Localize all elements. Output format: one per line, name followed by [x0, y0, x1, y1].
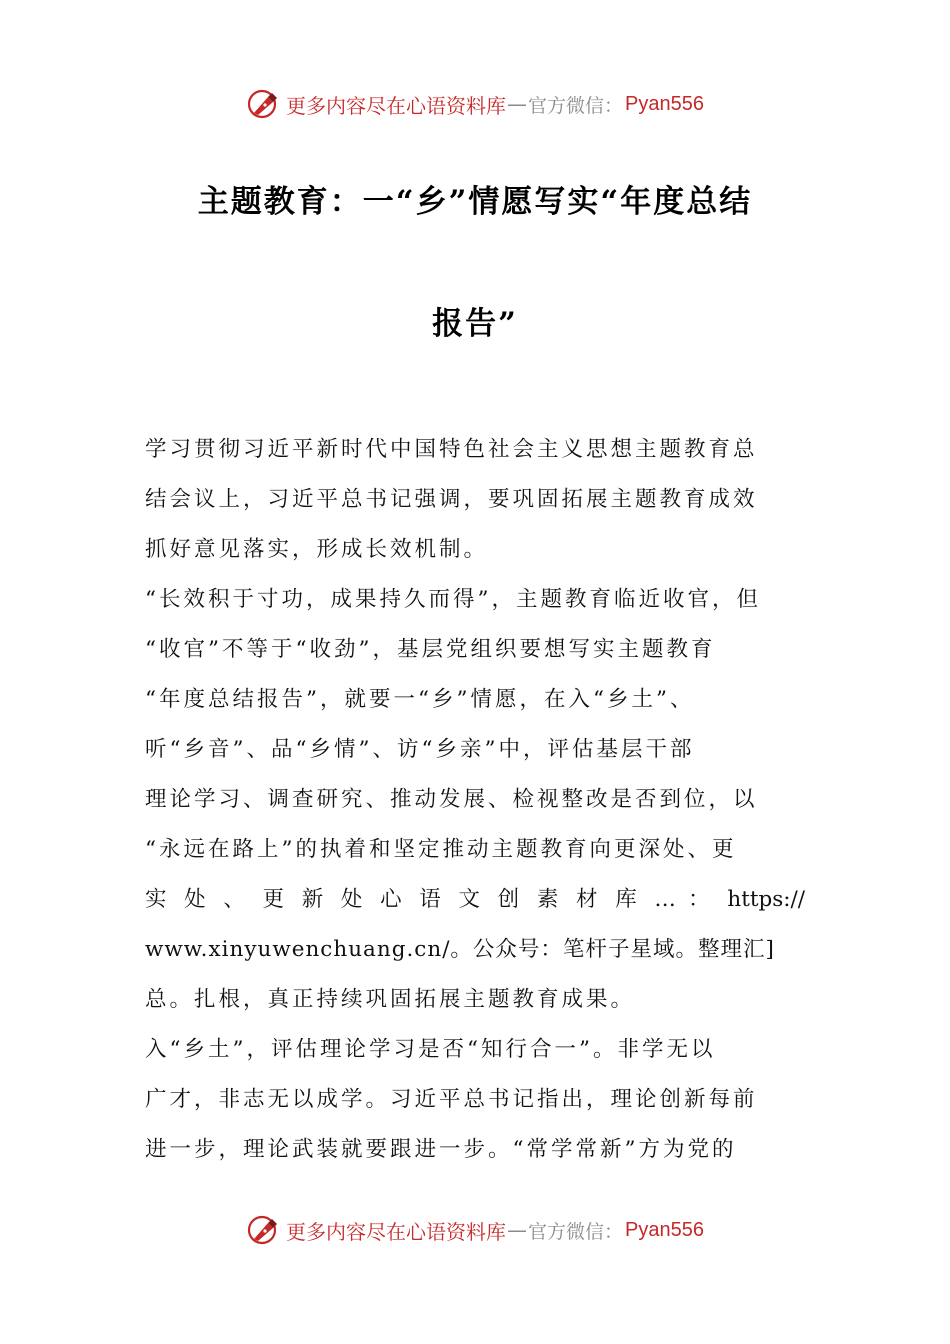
document-body — [145, 430, 805, 1180]
banner-dash: — — [507, 1218, 527, 1242]
body-line: 学习贯彻习近平新时代中国特色社会主义思想主题教育总 — [145, 437, 758, 462]
pen-nib-logo-icon — [246, 1212, 282, 1248]
body-line: 抓好意见落实，形成长效机制。 — [145, 537, 489, 562]
header-banner — [0, 84, 950, 124]
body-line: 理论学习、调查研究、推动发展、检视整改是否到位，以 — [145, 787, 758, 812]
body-line: “永远在路上”的执着和坚定推动主题教育向更深处、更 — [145, 837, 737, 862]
body-line: 广才，非志无以成学。习近平总书记指出，理论创新每前 — [145, 1087, 758, 1112]
footer-banner — [0, 1210, 950, 1250]
body-line: 结会议上，习近平总书记强调，要巩固拓展主题教育成效 — [145, 487, 758, 512]
wechat-id: Pyan556 — [625, 92, 704, 115]
body-line: 入“乡土”，评估理论学习是否“知行合一”。非学无以 — [145, 1037, 716, 1062]
body-line: 总。扎根，真正持续巩固拓展主题教育成果。 — [145, 987, 636, 1012]
document-title-line-1: 主题教育：一“乡”情愿写实“年度总结 — [197, 184, 753, 220]
wechat-label: 官方微信： — [528, 94, 624, 117]
body-line-url: www.xinyuwenchuang.cn/。公众号：笔杆子星域。整理汇] — [145, 937, 775, 962]
brand-text: 更多内容尽在心语资料库 — [286, 1219, 506, 1244]
body-line: 进一步，理论武装就要跟进一步。“常学常新”方为党的 — [145, 1137, 737, 1162]
wechat-label: 官方微信： — [528, 1220, 624, 1243]
wechat-id: Pyan556 — [625, 1218, 704, 1241]
banner-dash: — — [507, 92, 527, 116]
body-line: “长效积于寸功，成果持久而得”，主题教育临近收官，但 — [145, 587, 761, 612]
pen-nib-logo-icon — [246, 86, 282, 122]
body-line-with-url: 实 处 、 更 新 处 心 语 文 创 素 材 库 … ： https:// — [145, 887, 805, 912]
body-line: 听“乡音”、品“乡情”、访“乡亲”中，评估基层干部 — [145, 737, 695, 762]
brand-text: 更多内容尽在心语资料库 — [286, 93, 506, 118]
body-line: “收官”不等于“收劲”，基层党组织要想写实主题教育 — [145, 637, 716, 662]
document-title-line-2: 报告” — [432, 306, 518, 342]
body-line: “年度总结报告”，就要一“乡”情愿，在入“乡土”、 — [145, 687, 695, 712]
